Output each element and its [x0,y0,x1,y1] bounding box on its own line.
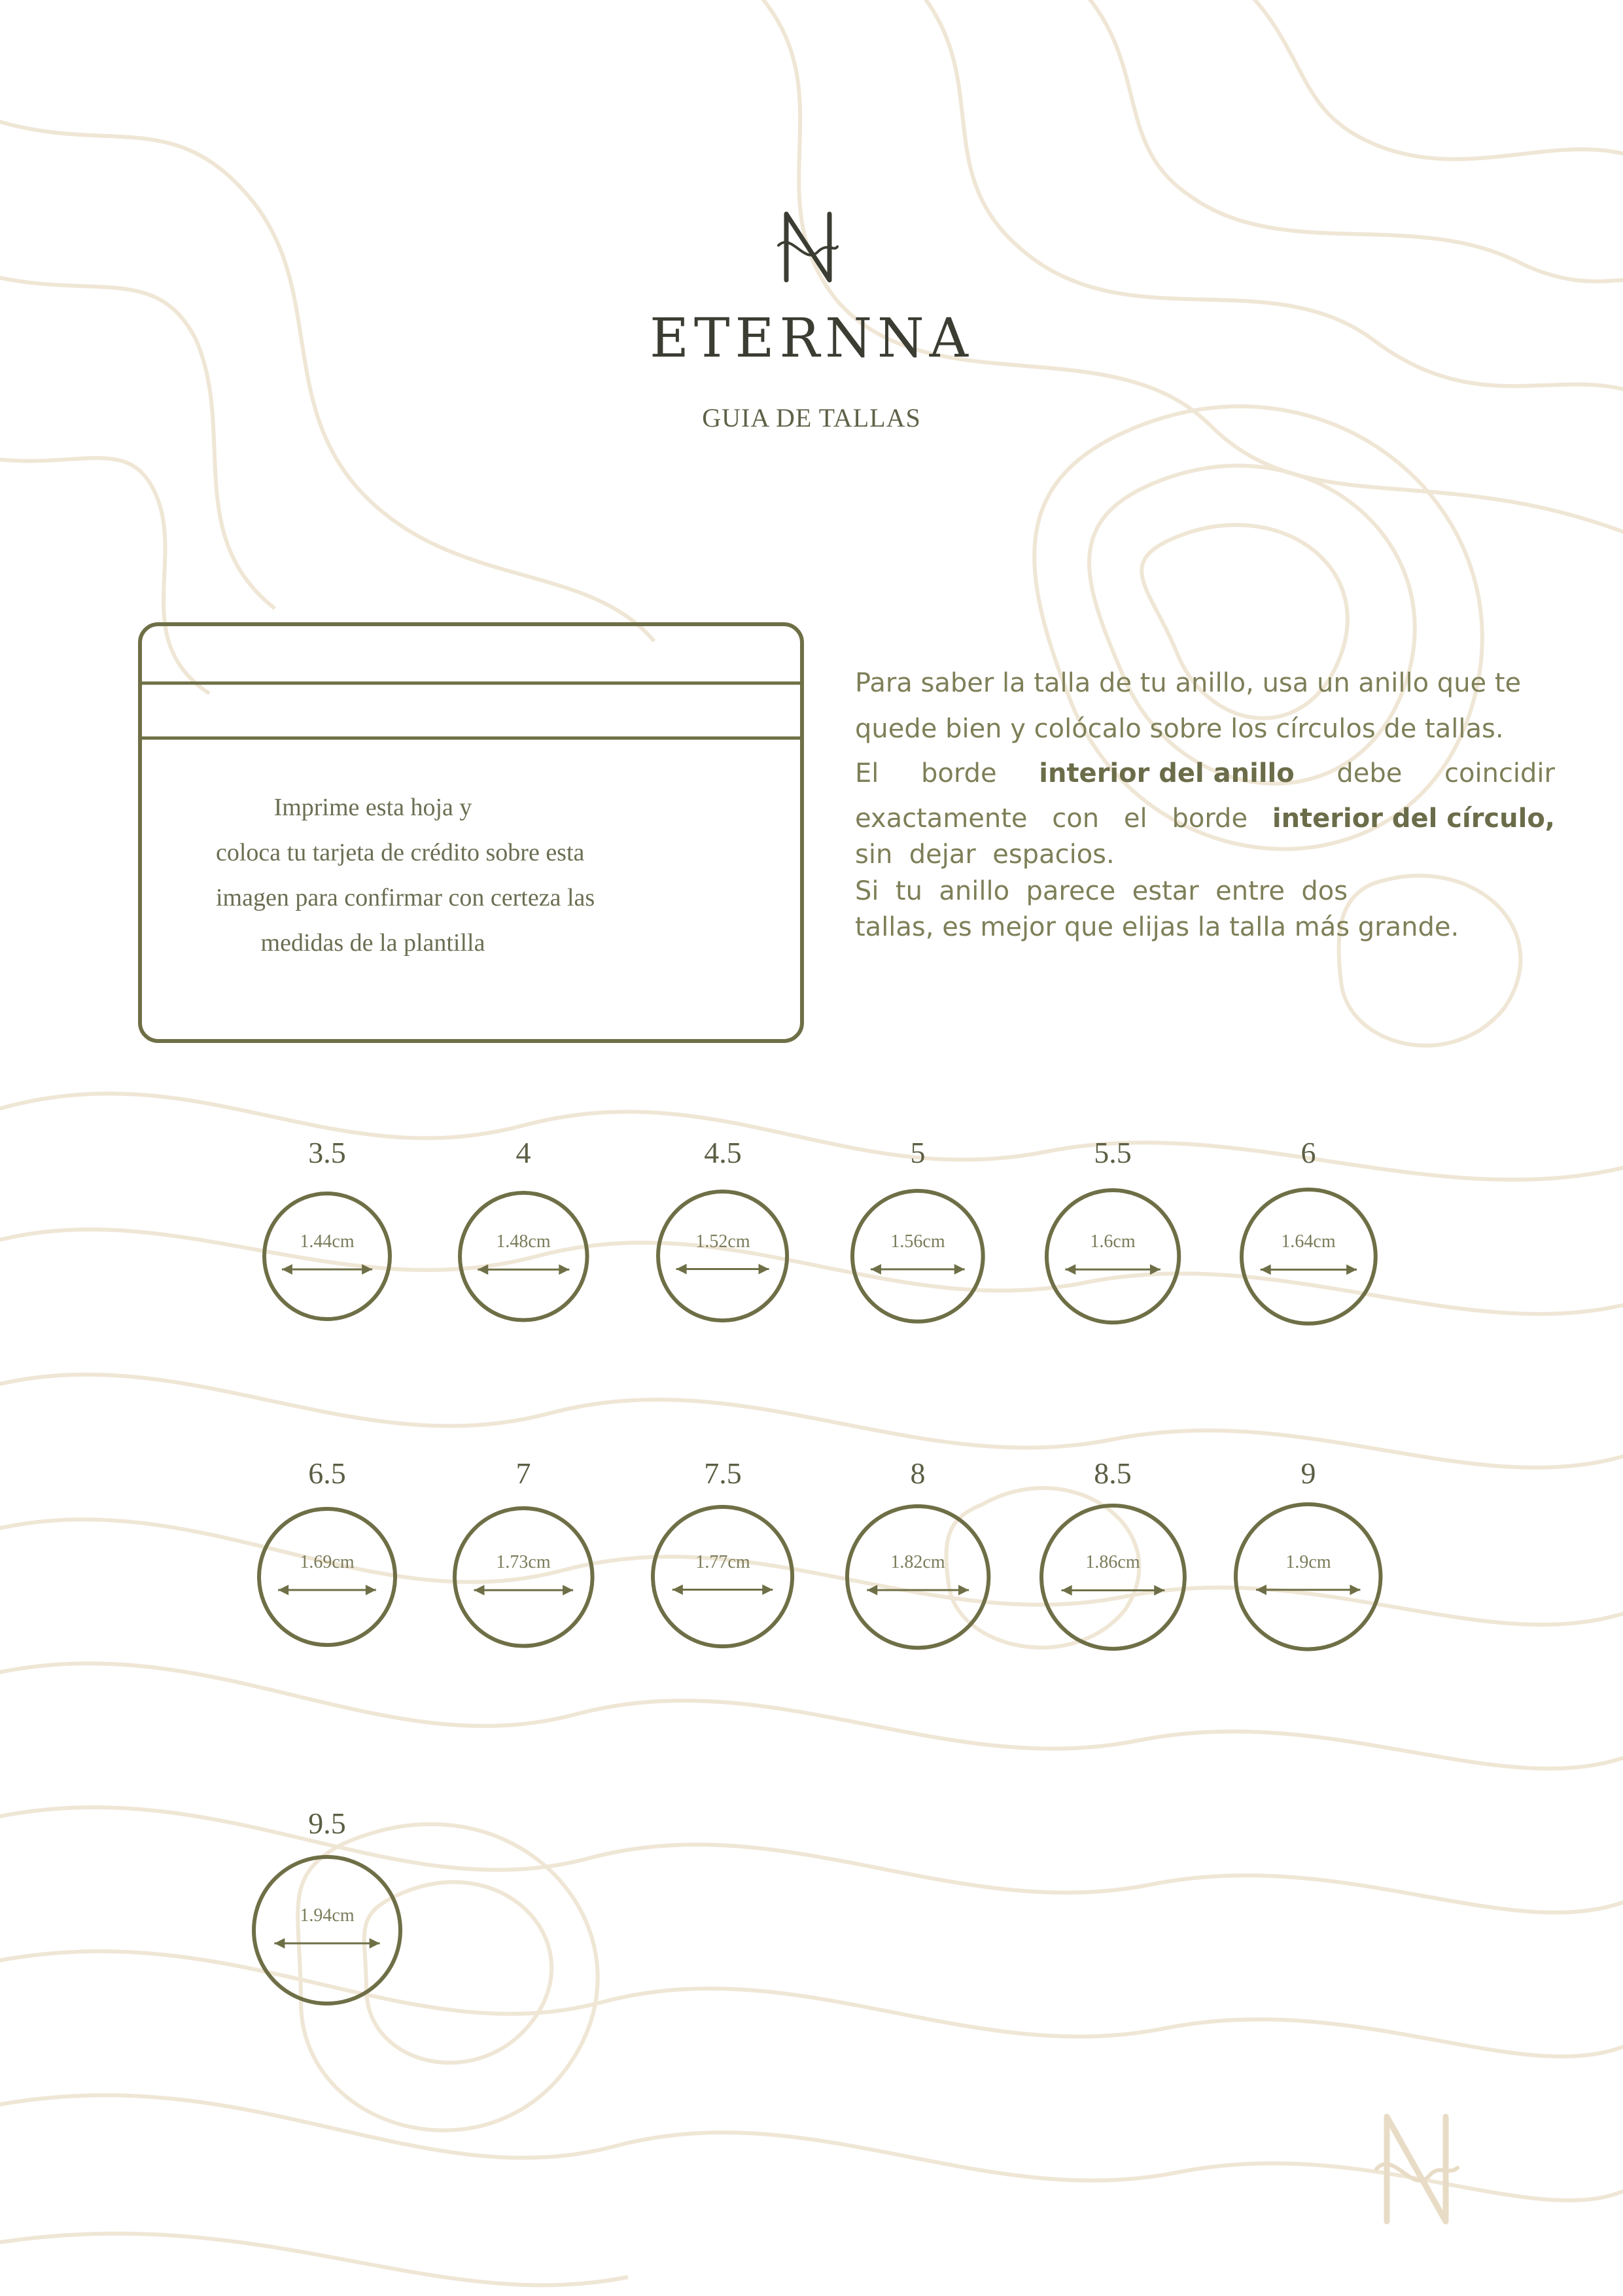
card-text-line: Imprime esta hoja y [273,794,472,821]
ring-size-circle [251,1854,404,2007]
ring-diameter-label: 1.6cm [1090,1231,1136,1252]
instruction-emphasis: interior del círculo, [1272,804,1555,834]
card-text-line: imagen para confirmar con certeza las [216,884,595,911]
arrow-head-icon [1346,1264,1357,1275]
instruction-word: exactamente [855,804,1028,834]
arrow-head-icon [1350,1585,1361,1595]
ring-diameter-label: 1.69cm [300,1552,355,1572]
ring-diameter-label: 1.86cm [1085,1552,1140,1572]
ring-size-label: 7.5 [704,1457,742,1490]
arrow-head-icon [278,1585,288,1595]
arrow-head-icon [1154,1585,1164,1595]
arrow-head-icon [370,1938,380,1949]
instruction-line: Si tu anillo parece estar entre dos [855,876,1348,906]
brand-monogram-icon [772,206,844,288]
arrow-head-icon [1256,1585,1266,1595]
ring-size-label: 8 [910,1457,926,1490]
ring-size-circle [261,1190,393,1322]
arrow-head-icon [478,1264,488,1275]
corner-monogram-icon [1367,2104,1465,2234]
ring-size-circle [849,1188,986,1325]
ring-size-circle [1232,1501,1384,1652]
arrow-head-icon [362,1264,372,1275]
instruction-word: debe [1336,758,1403,788]
ring-size-label: 9.5 [308,1807,346,1840]
arrow-head-icon [1150,1264,1161,1275]
ring-size-label: 7 [515,1457,531,1490]
ring-size-label: 3.5 [308,1136,346,1169]
credit-card-template [137,622,805,1044]
ring-size-label: 6 [1300,1136,1316,1169]
ring-diameter-label: 1.94cm [300,1905,355,1926]
card-text-line: medidas de la plantilla [260,929,485,957]
arrow-head-icon [282,1264,292,1275]
ring-size-label: 8.5 [1094,1457,1132,1490]
instruction-line [855,804,1555,834]
arrow-head-icon [559,1264,569,1275]
arrow-head-icon [1061,1585,1072,1595]
instruction-word: con [1052,804,1100,834]
arrow-head-icon [474,1585,484,1595]
page-subtitle: GUIA DE TALLAS [702,403,921,433]
instruction-word: coincidir [1444,758,1555,788]
instruction-line [855,758,1555,788]
arrow-head-icon [1065,1264,1075,1275]
ring-size-circle [844,1503,992,1651]
card-text-line: coloca tu tarjeta de crédito sobre esta [216,839,585,866]
ring-diameter-label: 1.73cm [496,1552,551,1572]
instruction-line: tallas, es mejor que elijas la talla más grande. [855,912,1459,942]
ring-size-label: 9 [1300,1457,1316,1490]
arrow-head-icon [274,1938,285,1949]
ring-size-label: 4.5 [704,1136,742,1169]
ring-diameter-label: 1.44cm [300,1231,355,1252]
brand-title: ETERNNA [650,308,973,370]
arrow-head-icon [759,1264,769,1275]
arrow-head-icon [563,1585,573,1595]
instruction-word: el [1123,804,1147,834]
ring-size-circle [256,1506,398,1648]
instruction-word: borde [921,758,997,788]
ring-size-label: 6.5 [308,1457,346,1490]
ring-size-circle [451,1505,596,1650]
ring-diameter-label: 1.48cm [496,1231,551,1252]
ring-size-circle [457,1190,591,1324]
ring-size-label: 5 [910,1136,926,1169]
arrow-head-icon [1260,1264,1270,1275]
ring-size-circle [1238,1186,1379,1327]
instruction-word: borde [1172,804,1248,834]
ring-diameter-label: 1.77cm [695,1552,750,1572]
ring-diameter-label: 1.9cm [1285,1552,1331,1572]
ring-size-circle [655,1188,790,1324]
arrow-head-icon [763,1585,773,1595]
arrow-head-icon [954,1264,965,1275]
ring-size-label: 4 [515,1136,531,1169]
ring-diameter-label: 1.56cm [890,1231,945,1252]
arrow-head-icon [676,1264,687,1275]
ring-diameter-label: 1.82cm [890,1552,945,1572]
arrow-head-icon [672,1585,683,1595]
ring-size-label: 5.5 [1094,1136,1132,1169]
instruction-line: Para saber la talla de tu anillo, usa un anillo que te [855,668,1522,698]
ring-size-circle [650,1504,795,1650]
ring-size-circle [1038,1502,1188,1652]
instruction-line: quede bien y colócalo sobre los círculos de tallas. [855,714,1504,744]
arrow-head-icon [366,1585,376,1595]
instruction-line: sin dejar espacios. [855,839,1115,870]
arrow-head-icon [958,1585,969,1595]
arrow-head-icon [871,1264,881,1275]
ring-size-circle [1043,1187,1182,1326]
ring-diameter-label: 1.52cm [695,1231,750,1252]
ring-diameter-label: 1.64cm [1281,1231,1336,1252]
card-instructions [216,785,595,966]
instruction-emphasis: interior del anillo [1039,758,1295,788]
arrow-head-icon [867,1585,877,1595]
instruction-word: El [855,758,879,788]
